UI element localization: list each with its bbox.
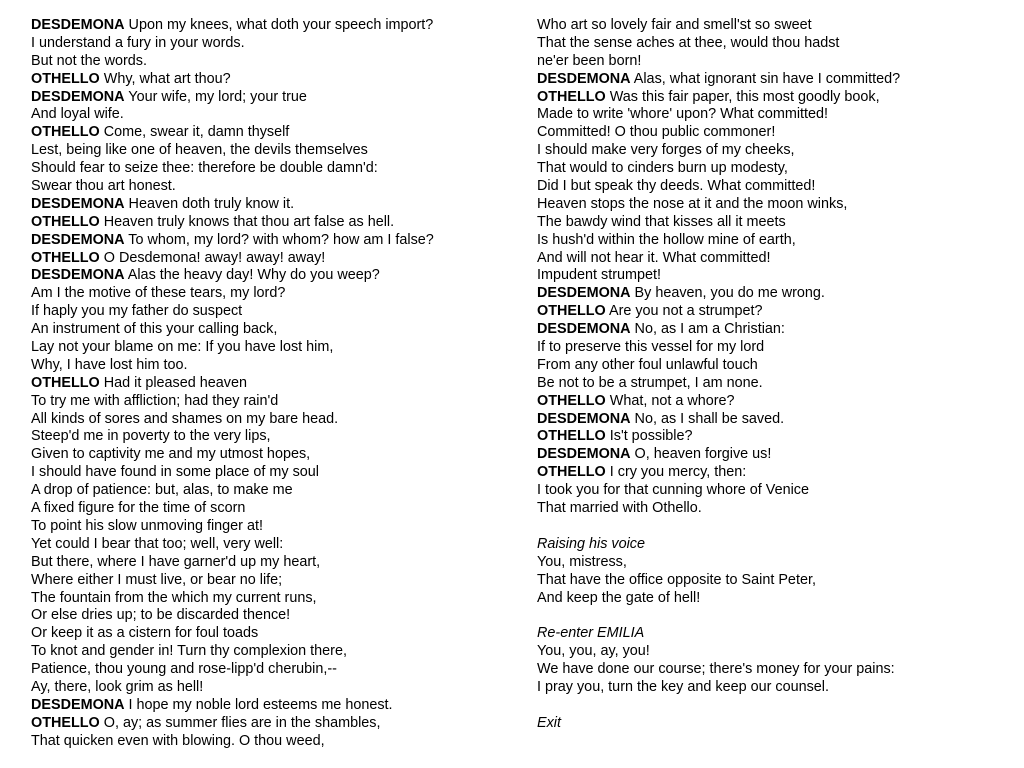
speech-line bbox=[31, 124, 501, 142]
line-text: Lest, being like one of heaven, the devils themselves bbox=[31, 142, 368, 159]
verse-line bbox=[31, 160, 501, 178]
line-text: O Desdemona! away! away! away! bbox=[103, 249, 326, 266]
left-column bbox=[31, 17, 501, 751]
verse-line bbox=[537, 106, 1007, 124]
verse-line bbox=[537, 214, 1007, 232]
line-text: Did I but speak thy deeds. What committed! bbox=[537, 178, 816, 195]
line-text: And will not hear it. What committed! bbox=[537, 249, 771, 266]
line-text: By heaven, you do me wrong. bbox=[634, 285, 825, 302]
speaker-name: DESDEMONA bbox=[31, 195, 125, 212]
verse-line bbox=[537, 643, 1007, 661]
verse-line bbox=[537, 357, 1007, 375]
speaker-name: DESDEMONA bbox=[31, 267, 125, 284]
line-text: Is hush'd within the hollow mine of earth, bbox=[537, 231, 796, 248]
verse-line bbox=[537, 482, 1007, 500]
line-text: ne'er been born! bbox=[537, 52, 642, 69]
line-text: All kinds of sores and shames on my bare head. bbox=[31, 410, 339, 427]
speaker-name: OTHELLO bbox=[31, 249, 100, 266]
verse-line bbox=[31, 285, 501, 303]
line-text: You, you, ay, you! bbox=[537, 643, 650, 660]
line-text: That quicken even with blowing. O thou weed, bbox=[31, 732, 325, 749]
line-text: Committed! O thou public commoner! bbox=[537, 124, 776, 141]
verse-line bbox=[31, 446, 501, 464]
line-text: I pray you, turn the key and keep our counsel. bbox=[537, 678, 829, 695]
line-text: From any other foul unlawful touch bbox=[537, 356, 758, 373]
speaker-name: OTHELLO bbox=[31, 213, 100, 230]
line-text: Made to write 'whore' upon? What committed! bbox=[537, 106, 829, 123]
verse-line bbox=[31, 554, 501, 572]
speech-line bbox=[31, 375, 501, 393]
speech-line bbox=[537, 393, 1007, 411]
speaker-name: DESDEMONA bbox=[31, 231, 125, 248]
speaker-name: DESDEMONA bbox=[537, 285, 631, 302]
line-text: Lay not your blame on me: If you have lost him, bbox=[31, 339, 334, 356]
speaker-name: DESDEMONA bbox=[31, 88, 125, 105]
line-text: That married with Othello. bbox=[537, 500, 702, 517]
verse-line bbox=[31, 536, 501, 554]
speaker-name: DESDEMONA bbox=[537, 70, 631, 87]
stage-direction bbox=[537, 715, 1007, 733]
verse-line bbox=[31, 53, 501, 71]
speaker-name: OTHELLO bbox=[31, 714, 100, 731]
stage-direction bbox=[537, 625, 1007, 643]
line-text: I hope my noble lord esteems me honest. bbox=[128, 696, 393, 713]
verse-line bbox=[537, 178, 1007, 196]
line-text: What, not a whore? bbox=[609, 392, 735, 409]
line-text: To point his slow unmoving finger at! bbox=[31, 517, 263, 534]
verse-line bbox=[537, 590, 1007, 608]
speaker-name: DESDEMONA bbox=[537, 446, 631, 463]
speech-line bbox=[31, 697, 501, 715]
line-text: Should fear to seize thee: therefore be double damn'd: bbox=[31, 160, 378, 177]
line-text: Am I the motive of these tears, my lord? bbox=[31, 285, 286, 302]
line-text: An instrument of this your calling back, bbox=[31, 321, 278, 338]
stage-direction-text: Re-enter EMILIA bbox=[537, 625, 645, 642]
line-text: A drop of patience: but, alas, to make me bbox=[31, 482, 293, 499]
verse-line bbox=[31, 106, 501, 124]
line-text: Be not to be a strumpet, I am none. bbox=[537, 374, 763, 391]
line-text: Or keep it as a cistern for foul toads bbox=[31, 625, 259, 642]
speech-line bbox=[31, 232, 501, 250]
verse-line bbox=[31, 339, 501, 357]
line-text: If to preserve this vessel for my lord bbox=[537, 339, 765, 356]
line-text: A fixed figure for the time of scorn bbox=[31, 500, 246, 517]
speaker-name: DESDEMONA bbox=[537, 410, 631, 427]
line-text: Are you not a strumpet? bbox=[608, 303, 763, 320]
verse-line bbox=[31, 411, 501, 429]
verse-line bbox=[537, 160, 1007, 178]
verse-line bbox=[31, 321, 501, 339]
verse-line bbox=[31, 178, 501, 196]
verse-line bbox=[537, 142, 1007, 160]
verse-line bbox=[31, 518, 501, 536]
verse-line bbox=[31, 643, 501, 661]
verse-line bbox=[31, 661, 501, 679]
line-text: Heaven stops the nose at it and the moon winks, bbox=[537, 195, 848, 212]
verse-line bbox=[537, 697, 1007, 715]
verse-line bbox=[31, 572, 501, 590]
verse-line bbox=[31, 464, 501, 482]
line-text: Had it pleased heaven bbox=[103, 374, 247, 391]
line-text: You, mistress, bbox=[537, 553, 627, 570]
speaker-name: DESDEMONA bbox=[31, 696, 125, 713]
speech-line bbox=[31, 250, 501, 268]
line-text: I should have found in some place of my soul bbox=[31, 464, 319, 481]
verse-line bbox=[537, 607, 1007, 625]
line-text: That the sense aches at thee, would thou hadst bbox=[537, 34, 840, 51]
verse-line bbox=[537, 572, 1007, 590]
speech-line bbox=[31, 715, 501, 733]
verse-line bbox=[537, 124, 1007, 142]
verse-line bbox=[31, 35, 501, 53]
speaker-name: OTHELLO bbox=[537, 392, 606, 409]
verse-line bbox=[537, 554, 1007, 572]
line-text: To try me with affliction; had they rain'd bbox=[31, 392, 279, 409]
line-text: Alas, what ignorant sin have I committed? bbox=[633, 70, 901, 87]
verse-line bbox=[537, 35, 1007, 53]
stage-direction bbox=[537, 536, 1007, 554]
speaker-name: OTHELLO bbox=[537, 464, 606, 481]
line-text: If haply you my father do suspect bbox=[31, 303, 243, 320]
speech-line bbox=[537, 303, 1007, 321]
verse-line bbox=[537, 339, 1007, 357]
verse-line bbox=[31, 482, 501, 500]
speech-line bbox=[31, 89, 501, 107]
verse-line bbox=[31, 607, 501, 625]
line-text: Or else dries up; to be discarded thence! bbox=[31, 607, 291, 624]
line-text: To knot and gender in! Turn thy complexion there, bbox=[31, 643, 347, 660]
line-text: O, heaven forgive us! bbox=[634, 446, 772, 463]
verse-line bbox=[31, 393, 501, 411]
stage-direction-text: Raising his voice bbox=[537, 535, 645, 552]
speaker-name: OTHELLO bbox=[31, 374, 100, 391]
line-text: Ay, there, look grim as hell! bbox=[31, 678, 204, 695]
line-text: But not the words. bbox=[31, 52, 147, 69]
stage-direction-text: Exit bbox=[537, 714, 561, 731]
line-text: Alas the heavy day! Why do you weep? bbox=[127, 267, 380, 284]
speech-line bbox=[537, 285, 1007, 303]
line-text: Come, swear it, damn thyself bbox=[103, 124, 290, 141]
speech-line bbox=[31, 196, 501, 214]
line-text: Why, what art thou? bbox=[103, 70, 231, 87]
speech-line bbox=[537, 71, 1007, 89]
speaker-name: OTHELLO bbox=[31, 70, 100, 87]
verse-line bbox=[537, 679, 1007, 697]
verse-line bbox=[31, 303, 501, 321]
speech-line bbox=[537, 446, 1007, 464]
line-text: The fountain from the which my current runs, bbox=[31, 589, 317, 606]
speech-line bbox=[31, 17, 501, 35]
speech-line bbox=[537, 411, 1007, 429]
speaker-name: OTHELLO bbox=[537, 88, 606, 105]
line-text: That have the office opposite to Saint Peter, bbox=[537, 571, 816, 588]
right-column bbox=[537, 17, 1007, 733]
verse-line bbox=[537, 17, 1007, 35]
speaker-name: DESDEMONA bbox=[31, 17, 125, 33]
verse-line bbox=[537, 518, 1007, 536]
line-text: I cry you mercy, then: bbox=[609, 464, 747, 481]
line-text: Upon my knees, what doth your speech import? bbox=[128, 17, 434, 33]
verse-line bbox=[537, 267, 1007, 285]
line-text: That would to cinders burn up modesty, bbox=[537, 160, 788, 177]
verse-line bbox=[31, 733, 501, 751]
line-text: We have done our course; there's money for your pains: bbox=[537, 661, 895, 678]
speaker-name: OTHELLO bbox=[537, 428, 606, 445]
verse-line bbox=[31, 428, 501, 446]
verse-line bbox=[537, 500, 1007, 518]
verse-line bbox=[537, 196, 1007, 214]
line-text: Yet could I bear that too; well, very well: bbox=[31, 535, 284, 552]
line-text: To whom, my lord? with whom? how am I false? bbox=[128, 231, 434, 248]
verse-line bbox=[31, 679, 501, 697]
verse-line bbox=[537, 53, 1007, 71]
line-text: No, as I am a Christian: bbox=[634, 321, 785, 338]
line-text: Patience, thou young and rose-lipp'd cherubin,-- bbox=[31, 661, 337, 678]
line-text: The bawdy wind that kisses all it meets bbox=[537, 213, 786, 230]
verse-line bbox=[31, 357, 501, 375]
line-text: Steep'd me in poverty to the very lips, bbox=[31, 428, 271, 445]
line-text: Is't possible? bbox=[609, 428, 693, 445]
line-text: No, as I shall be saved. bbox=[634, 410, 785, 427]
speech-line bbox=[537, 321, 1007, 339]
line-text: Who art so lovely fair and smell'st so sweet bbox=[537, 17, 812, 33]
speech-line bbox=[537, 464, 1007, 482]
speech-line bbox=[537, 89, 1007, 107]
verse-line bbox=[537, 661, 1007, 679]
verse-line bbox=[31, 625, 501, 643]
line-text: I should make very forges of my cheeks, bbox=[537, 142, 795, 159]
verse-line bbox=[537, 375, 1007, 393]
speech-line bbox=[31, 214, 501, 232]
line-text: Impudent strumpet! bbox=[537, 267, 661, 284]
speech-line bbox=[31, 267, 501, 285]
speaker-name: OTHELLO bbox=[537, 303, 606, 320]
line-text: I understand a fury in your words. bbox=[31, 34, 245, 51]
verse-line bbox=[537, 250, 1007, 268]
line-text: O, ay; as summer flies are in the shambles, bbox=[103, 714, 381, 731]
speech-line bbox=[537, 428, 1007, 446]
line-text: Heaven truly knows that thou art false as hell. bbox=[103, 213, 395, 230]
speech-line bbox=[31, 71, 501, 89]
verse-line bbox=[31, 142, 501, 160]
speaker-name: DESDEMONA bbox=[537, 321, 631, 338]
line-text: And loyal wife. bbox=[31, 106, 124, 123]
line-text: Heaven doth truly know it. bbox=[128, 195, 295, 212]
line-text: Your wife, my lord; your true bbox=[128, 88, 307, 105]
line-text: Why, I have lost him too. bbox=[31, 356, 188, 373]
line-text: I took you for that cunning whore of Venice bbox=[537, 482, 809, 499]
line-text: Swear thou art honest. bbox=[31, 178, 176, 195]
line-text: Where either I must live, or bear no life; bbox=[31, 571, 283, 588]
verse-line bbox=[31, 590, 501, 608]
line-text: Was this fair paper, this most goodly book, bbox=[609, 88, 880, 105]
speaker-name: OTHELLO bbox=[31, 124, 100, 141]
line-text: And keep the gate of hell! bbox=[537, 589, 701, 606]
line-text: Given to captivity me and my utmost hopes, bbox=[31, 446, 311, 463]
verse-line bbox=[31, 500, 501, 518]
verse-line bbox=[537, 232, 1007, 250]
line-text: But there, where I have garner'd up my heart, bbox=[31, 553, 321, 570]
